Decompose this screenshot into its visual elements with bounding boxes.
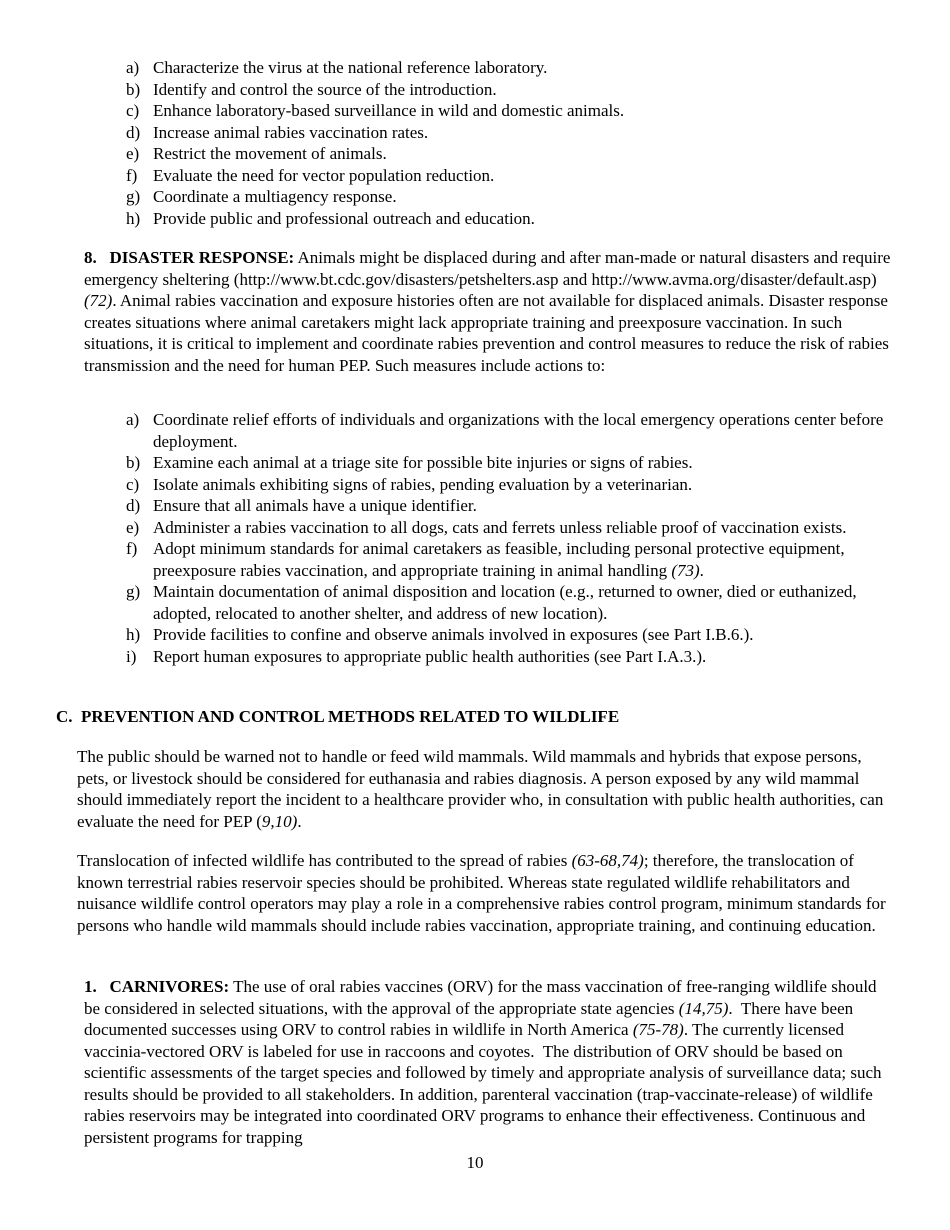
page-number: 10 — [466, 1153, 484, 1172]
list-item: g) Coordinate a multiagency response. — [126, 187, 397, 206]
list-item: b) Identify and control the source of the introduction. — [126, 79, 497, 99]
list-item: e) Administer a rabies vaccination to all dogs, cats and ferrets unless reliable proof of vaccination exists. — [126, 517, 847, 537]
list-item: h) Provide facilities to confine and observe animals involved in exposures (see Part I.B.6.). — [126, 625, 754, 644]
section-heading: 8. DISASTER RESPONSE: — [84, 248, 295, 267]
list-item: g) Maintain documentation of animal disposition and location (e.g., returned to owner, died or euthanized, adopted, relocated to another shelter, and address of new location). — [126, 582, 857, 623]
disaster-actions-list — [0, 409, 950, 667]
list-item: h) Provide public and professional outreach and education. — [126, 208, 535, 228]
section-c-heading: C. PREVENTION AND CONTROL METHODS RELATED TO WILDLIFE — [56, 707, 620, 726]
list-item: c) Enhance laboratory-based surveillance in wild and domestic animals. — [126, 101, 625, 120]
disaster-response-paragraph: 8. DISASTER RESPONSE: Animals might be displaced during and after man-made or natural disasters and require emergency sheltering (http://www.bt.cdc.gov/disasters/petshelters.asp and http://www.avma.org/disaster/default.asp) (72). Animal rabies vaccination and exposure histories often are not available for displaced animals. Disaster response creates situations where animal caretakers might lack appropriate training and preexposure vaccination. In such situations, it is critical to implement and coordinate rabies prevention and control measures to reduce the risk of rabies transmission and the need for human PEP. Such measures include actions to: — [84, 248, 891, 375]
citation: (72) — [84, 291, 113, 310]
list-item: i) Report human exposures to appropriate public health authorities (see Part I.A.3.). — [126, 646, 707, 666]
list-item: b) Examine each animal at a triage site for possible bite injuries or signs of rabies. — [126, 453, 693, 472]
list-item: a) Characterize the virus at the national reference laboratory. — [126, 58, 548, 77]
citation: (63-68,74) — [571, 851, 644, 870]
list-item: f) Adopt minimum standards for animal caretakers as feasible, including personal protective equipment, preexposure rabies vaccination, and appropriate training in animal handling (73). — [126, 539, 845, 580]
citation: 9,10) — [261, 811, 298, 831]
list-item: d) Increase animal rabies vaccination rates. — [126, 122, 429, 142]
list-item: a) Coordinate relief efforts of individuals and organizations with the local emergency operations center before deployment. — [126, 410, 884, 451]
outbreak-actions-list — [0, 57, 950, 229]
list-item: f) Evaluate the need for vector population reduction. — [126, 165, 495, 185]
citation: (73) — [671, 560, 700, 580]
citation: (14,75) — [678, 998, 729, 1018]
list-item: c) Isolate animals exhibiting signs of rabies, pending evaluation by a veterinarian. — [126, 474, 693, 494]
wildlife-warning-paragraph: The public should be warned not to handle or feed wild mammals. Wild mammals and hybrids that expose persons, pets, or livestock should be considered for euthanasia and rabies diagnosis. A person exposed by any wild mammal should immediately report the incident to a healthcare provider who, in consultation with public health authorities, can evaluate the need for PEP (9,10). — [77, 747, 884, 831]
citation: (75-78) — [632, 1020, 684, 1039]
list-item: e) Restrict the movement of animals. — [126, 144, 387, 163]
list-item: d) Ensure that all animals have a unique identifier. — [126, 496, 477, 515]
translocation-paragraph: Translocation of infected wildlife has contributed to the spread of rabies (63-68,74); therefore, the translocation of known terrestrial rabies reservoir species should be prohibited. Whereas state regulated wildlife rehabilitators and nuisance wildlife control operators may play a role in a comprehensive rabies control program, minimum standards for persons who handle wild mammals should include rabies vaccination, appropriate training, and continuing education. — [77, 851, 886, 935]
section-heading: 1. CARNIVORES: — [84, 977, 230, 996]
carnivores-paragraph: 1. CARNIVORES: The use of oral rabies vaccines (ORV) for the mass vaccination of free-ranging wildlife should be considered in selected situations, with the approval of the appropriate state agencies (14,75). There have been documented successes using ORV to control rabies in wildlife in North America (75-78). The currently licensed vaccinia-vectored ORV is labeled for use in raccoons and coyotes. The distribution of ORV should be based on scientific assessments of the target species and followed by timely and appropriate analysis of surveillance data; such results should be provided to all stakeholders. In addition, parenteral vaccination (trap-vaccinate-release) of wildlife rabies reservoirs may be integrated into coordinated ORV programs to enhance their effectiveness. Continuous and persistent programs for trapping — [84, 977, 882, 1147]
